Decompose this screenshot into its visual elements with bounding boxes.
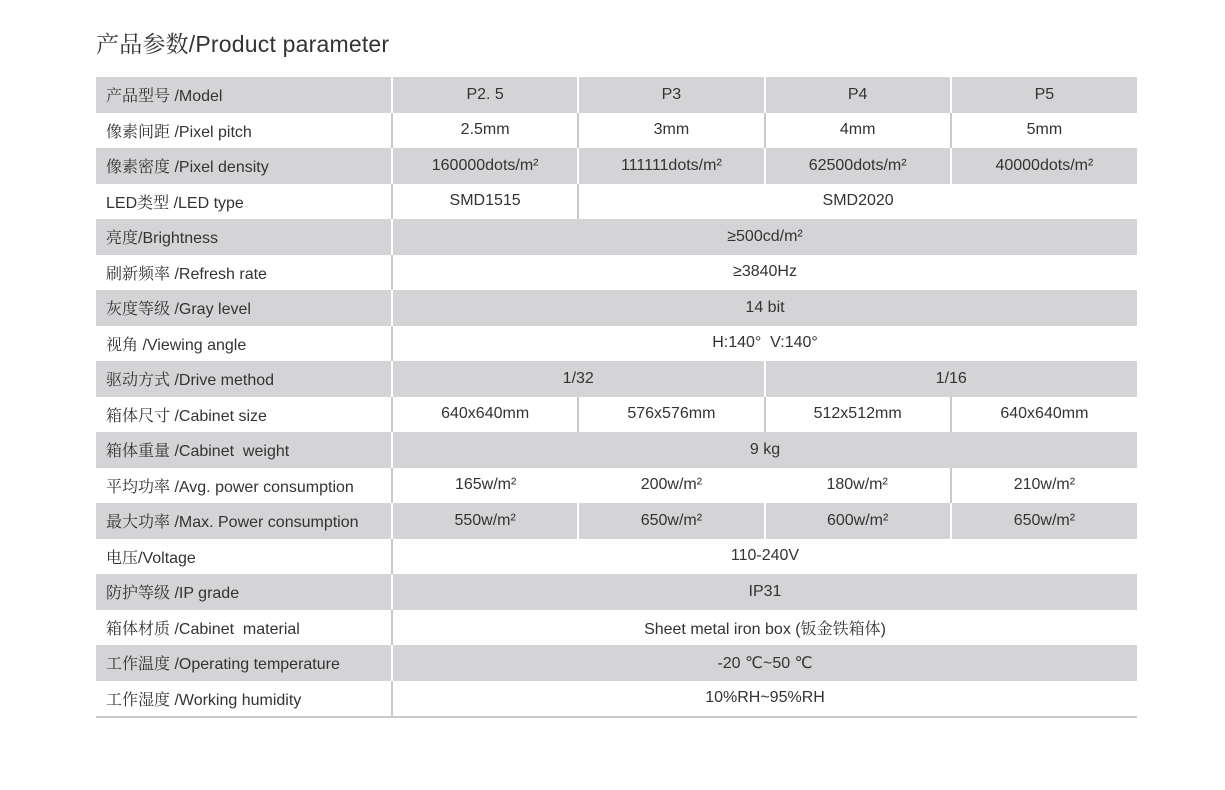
label-model: 产品型号 /Model bbox=[96, 77, 392, 113]
cell-avg-power-p3: 200w/m² bbox=[578, 468, 764, 504]
cell-max-power-p25: 550w/m² bbox=[392, 503, 578, 539]
cell-model-p3: P3 bbox=[578, 77, 764, 113]
label-brightness: 亮度/Brightness bbox=[96, 219, 392, 255]
row-cabinet-material bbox=[96, 610, 1137, 646]
cell-drive-method-a: 1/32 bbox=[392, 361, 765, 397]
cell-size-p25: 640x640mm bbox=[392, 397, 578, 433]
cell-operating-temperature: -20 ℃~50 ℃ bbox=[392, 645, 1137, 681]
row-avg-power bbox=[96, 468, 1137, 504]
label-cabinet-size: 箱体尺寸 /Cabinet size bbox=[96, 397, 392, 433]
cell-pitch-p25: 2.5mm bbox=[392, 113, 578, 149]
cell-pitch-p5: 5mm bbox=[951, 113, 1137, 149]
page-title: 产品参数/Product parameter bbox=[96, 31, 390, 57]
row-drive-method bbox=[96, 361, 1137, 397]
cell-led-type-rest: SMD2020 bbox=[578, 184, 1137, 220]
label-max-power: 最大功率 /Max. Power consumption bbox=[96, 503, 392, 539]
label-drive-method: 驱动方式 /Drive method bbox=[96, 361, 392, 397]
cell-size-p5: 640x640mm bbox=[951, 397, 1137, 433]
row-max-power bbox=[96, 503, 1137, 539]
label-cabinet-material: 箱体材质 /Cabinet material bbox=[96, 610, 392, 646]
cell-cabinet-weight: 9 kg bbox=[392, 432, 1137, 468]
cell-model-p4: P4 bbox=[765, 77, 951, 113]
row-gray-level bbox=[96, 290, 1137, 326]
cell-density-p3: 111111dots/m² bbox=[578, 148, 764, 184]
cell-drive-method-b: 1/16 bbox=[765, 361, 1138, 397]
label-avg-power: 平均功率 /Avg. power consumption bbox=[96, 468, 392, 504]
cell-max-power-p3: 650w/m² bbox=[578, 503, 764, 539]
label-viewing-angle: 视角 /Viewing angle bbox=[96, 326, 392, 362]
row-cabinet-weight bbox=[96, 432, 1137, 468]
row-viewing-angle bbox=[96, 326, 1137, 362]
row-voltage bbox=[96, 539, 1137, 575]
label-operating-temperature: 工作温度 /Operating temperature bbox=[96, 645, 392, 681]
cell-model-p25: P2. 5 bbox=[392, 77, 578, 113]
cell-voltage: 110-240V bbox=[392, 539, 1137, 575]
cell-density-p4: 62500dots/m² bbox=[765, 148, 951, 184]
label-voltage: 电压/Voltage bbox=[96, 539, 392, 575]
cell-avg-power-p4: 180w/m² bbox=[765, 468, 951, 504]
cell-model-p5: P5 bbox=[951, 77, 1137, 113]
label-cabinet-weight: 箱体重量 /Cabinet weight bbox=[96, 432, 392, 468]
cell-viewing-angle: H:140° V:140° bbox=[392, 326, 1137, 362]
row-led-type bbox=[96, 184, 1137, 220]
cell-working-humidity: 10%RH~95%RH bbox=[392, 681, 1137, 718]
label-pixel-density: 像素密度 /Pixel density bbox=[96, 148, 392, 184]
cell-max-power-p5: 650w/m² bbox=[951, 503, 1137, 539]
cell-size-p3: 576x576mm bbox=[578, 397, 764, 433]
cell-pitch-p4: 4mm bbox=[765, 113, 951, 149]
row-pixel-density bbox=[96, 148, 1137, 184]
row-working-humidity bbox=[96, 681, 1137, 718]
cell-ip-grade: IP31 bbox=[392, 574, 1137, 610]
row-refresh-rate bbox=[96, 255, 1137, 291]
cell-led-type-p25: SMD1515 bbox=[392, 184, 578, 220]
label-gray-level: 灰度等级 /Gray level bbox=[96, 290, 392, 326]
cell-avg-power-p25: 165w/m² bbox=[392, 468, 578, 504]
cell-max-power-p4: 600w/m² bbox=[765, 503, 951, 539]
row-pixel-pitch bbox=[96, 113, 1137, 149]
cell-pitch-p3: 3mm bbox=[578, 113, 764, 149]
label-led-type: LED类型 /LED type bbox=[96, 184, 392, 220]
cell-cabinet-material: Sheet metal iron box (钣金铁箱体) bbox=[392, 610, 1137, 646]
spec-table bbox=[96, 77, 1137, 718]
cell-refresh-rate: ≥3840Hz bbox=[392, 255, 1137, 291]
cell-avg-power-p5: 210w/m² bbox=[951, 468, 1137, 504]
label-ip-grade: 防护等级 /IP grade bbox=[96, 574, 392, 610]
row-brightness bbox=[96, 219, 1137, 255]
cell-density-p5: 40000dots/m² bbox=[951, 148, 1137, 184]
cell-brightness: ≥500cd/m² bbox=[392, 219, 1137, 255]
row-model bbox=[96, 77, 1137, 113]
row-operating-temperature bbox=[96, 645, 1137, 681]
row-ip-grade bbox=[96, 574, 1137, 610]
row-cabinet-size bbox=[96, 397, 1137, 433]
cell-size-p4: 512x512mm bbox=[765, 397, 951, 433]
cell-gray-level: 14 bit bbox=[392, 290, 1137, 326]
cell-density-p25: 160000dots/m² bbox=[392, 148, 578, 184]
label-refresh-rate: 刷新频率 /Refresh rate bbox=[96, 255, 392, 291]
label-pixel-pitch: 像素间距 /Pixel pitch bbox=[96, 113, 392, 149]
label-working-humidity: 工作湿度 /Working humidity bbox=[96, 681, 392, 718]
